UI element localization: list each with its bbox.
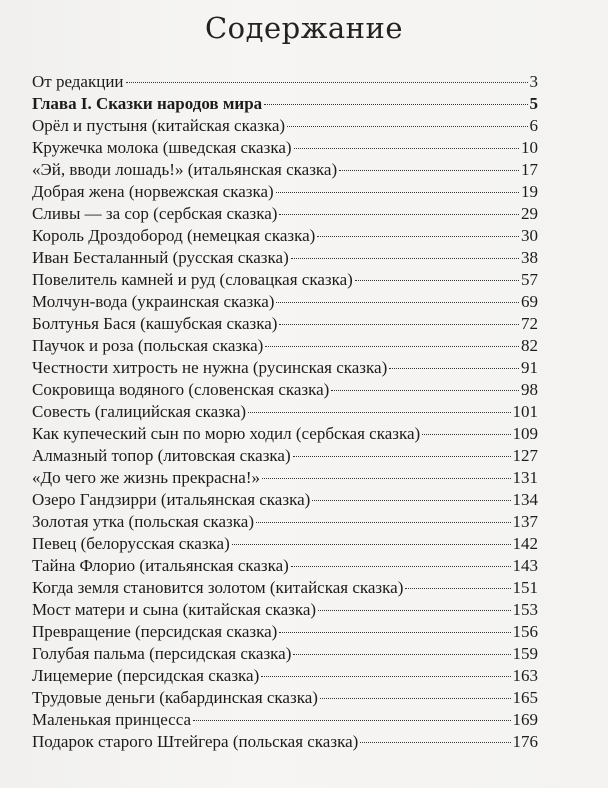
toc-entry-page-number: 3 [529, 72, 538, 91]
dot-leader [318, 610, 510, 611]
toc-entry-title: Как купеческий сын по морю ходил (сербская сказка) [32, 424, 421, 443]
toc-entry [32, 577, 538, 599]
toc-entry-page-number: 101 [512, 402, 538, 421]
dot-leader [331, 390, 519, 391]
toc-entry [32, 357, 538, 379]
toc-entry-title: Паучок и роза (польская сказка) [32, 336, 264, 355]
toc-entry-title: Тайна Флорио (итальянская сказка) [32, 556, 289, 575]
dot-leader [312, 500, 510, 501]
toc-entry-page-number: 131 [512, 468, 538, 487]
toc-entry [32, 137, 538, 159]
dot-leader [126, 82, 528, 83]
toc-entry-page-number: 159 [512, 644, 538, 663]
toc-entry-title: Трудовые деньги (кабардинская сказка) [32, 688, 318, 707]
toc-entry [32, 115, 538, 137]
toc-entry-page-number: 165 [512, 688, 538, 707]
toc-entry-title: Мост матери и сына (китайская сказка) [32, 600, 317, 619]
toc-entry-title: «Эй, вводи лошадь!» (итальянская сказка) [32, 160, 338, 179]
toc-entry [32, 599, 538, 621]
toc-entry-title: Иван Бесталанный (русская сказка) [32, 248, 289, 267]
dot-leader [287, 126, 527, 127]
toc-entry-title: Молчун-вода (украинская сказка) [32, 292, 275, 311]
toc-entry-title: Добрая жена (норвежская сказка) [32, 182, 274, 201]
dot-leader [279, 632, 510, 633]
toc-entry-page-number: 5 [529, 94, 538, 113]
toc-entry [32, 71, 538, 93]
dot-leader [291, 566, 511, 567]
toc-entry [32, 423, 538, 445]
toc-entry-title: Маленькая принцесса [32, 710, 192, 729]
toc-entry [32, 379, 538, 401]
toc-entry [32, 335, 538, 357]
toc-entry-title: Когда земля становится золотом (китайская сказка) [32, 578, 404, 597]
toc-entry-title: Золотая утка (польская сказка) [32, 512, 254, 531]
toc-entry-page-number: 29 [521, 204, 538, 223]
toc-entry-page-number: 72 [521, 314, 538, 333]
toc-entry-page-number: 153 [512, 600, 538, 619]
dot-leader [265, 346, 519, 347]
toc-entry-page-number: 127 [512, 446, 538, 465]
toc-entry [32, 203, 538, 225]
toc-entry-page-number: 91 [521, 358, 538, 377]
toc-entry [32, 687, 538, 709]
toc-entry-title: Кружечка молока (шведская сказка) [32, 138, 292, 157]
toc-entry [32, 445, 538, 467]
toc-entry [32, 291, 538, 313]
dot-leader [293, 456, 511, 457]
toc-entry-title: Болтунья Бася (кашубская сказка) [32, 314, 278, 333]
toc-entry-title: Сокровища водяного (словенская сказка) [32, 380, 330, 399]
toc-entry-title: Сливы — за сор (сербская сказка) [32, 204, 278, 223]
toc-entry-page-number: 17 [521, 160, 538, 179]
toc-entry-title: «До чего же жизнь прекрасна!» [32, 468, 261, 487]
toc-entry [32, 511, 538, 533]
page-title: Содержание [204, 11, 404, 45]
toc-entry [32, 665, 538, 687]
toc-entry-title: Озеро Гандзирри (итальянская сказка) [32, 490, 311, 509]
toc-entry [32, 621, 538, 643]
toc-entry-page-number: 163 [512, 666, 538, 685]
dot-leader [291, 258, 519, 259]
toc-entry [32, 533, 538, 555]
dot-leader [293, 654, 510, 655]
toc-entry-page-number: 69 [521, 292, 538, 311]
toc-entry [32, 731, 538, 753]
toc-entry [32, 269, 538, 291]
toc-entry [32, 225, 538, 247]
dot-leader [279, 324, 519, 325]
toc-chapter-heading [32, 93, 538, 115]
toc-entry [32, 467, 538, 489]
toc-entry-title: Лицемерие (персидская сказка) [32, 666, 260, 685]
toc-entry-title: Алмазный топор (литовская сказка) [32, 446, 291, 465]
dot-leader [339, 170, 519, 171]
toc-entry-page-number: 134 [512, 490, 538, 509]
toc-entry-title: Глава I. Сказки народов мира [32, 94, 263, 113]
toc-entry-page-number: 109 [512, 424, 538, 443]
toc-entry-page-number: 19 [521, 182, 538, 201]
toc-entry-title: Король Дроздобород (немецкая сказка) [32, 226, 316, 245]
table-of-contents [32, 71, 538, 753]
toc-entry-page-number: 169 [512, 710, 538, 729]
toc-entry-title: Подарок старого Штейгера (польская сказка) [32, 732, 359, 751]
dot-leader [232, 544, 511, 545]
toc-entry [32, 181, 538, 203]
dot-leader [264, 104, 527, 105]
toc-entry-page-number: 57 [521, 270, 538, 289]
toc-entry-page-number: 10 [521, 138, 538, 157]
toc-entry-title: Честности хитрость не нужна (русинская сказка) [32, 358, 388, 377]
toc-entry-page-number: 151 [512, 578, 538, 597]
dot-leader [276, 302, 519, 303]
dot-leader [317, 236, 519, 237]
dot-leader [276, 192, 519, 193]
dot-leader [405, 588, 510, 589]
toc-entry [32, 401, 538, 423]
toc-entry-title: Орёл и пустыня (китайская сказка) [32, 116, 286, 135]
toc-entry-page-number: 38 [521, 248, 538, 267]
toc-entry-page-number: 30 [521, 226, 538, 245]
toc-entry-title: Совесть (галицийская сказка) [32, 402, 247, 421]
dot-leader [256, 522, 511, 523]
toc-entry [32, 313, 538, 335]
dot-leader [248, 412, 510, 413]
toc-entry-title: Повелитель камней и руд (словацкая сказка) [32, 270, 353, 289]
toc-entry-page-number: 82 [521, 336, 538, 355]
toc-entry-page-number: 143 [512, 556, 538, 575]
toc-entry-page-number: 142 [512, 534, 538, 553]
dot-leader [360, 742, 510, 743]
toc-entry [32, 247, 538, 269]
dot-leader [320, 698, 511, 699]
toc-entry [32, 643, 538, 665]
toc-entry [32, 489, 538, 511]
dot-leader [355, 280, 519, 281]
dot-leader [389, 368, 519, 369]
dot-leader [262, 478, 510, 479]
toc-entry-title: Голубая пальма (персидская сказка) [32, 644, 292, 663]
dot-leader [422, 434, 510, 435]
toc-entry-title: Певец (белорусская сказка) [32, 534, 230, 553]
toc-entry [32, 709, 538, 731]
dot-leader [261, 676, 510, 677]
toc-entry-page-number: 156 [512, 622, 538, 641]
dot-leader [193, 720, 510, 721]
toc-entry-title: От редакции [32, 72, 124, 91]
toc-entry [32, 555, 538, 577]
toc-entry-page-number: 98 [521, 380, 538, 399]
toc-entry-page-number: 6 [529, 116, 538, 135]
toc-entry-page-number: 137 [512, 512, 538, 531]
toc-entry-page-number: 176 [512, 732, 538, 751]
dot-leader [294, 148, 519, 149]
toc-entry [32, 159, 538, 181]
toc-entry-title: Превращение (персидская сказка) [32, 622, 278, 641]
dot-leader [279, 214, 519, 215]
